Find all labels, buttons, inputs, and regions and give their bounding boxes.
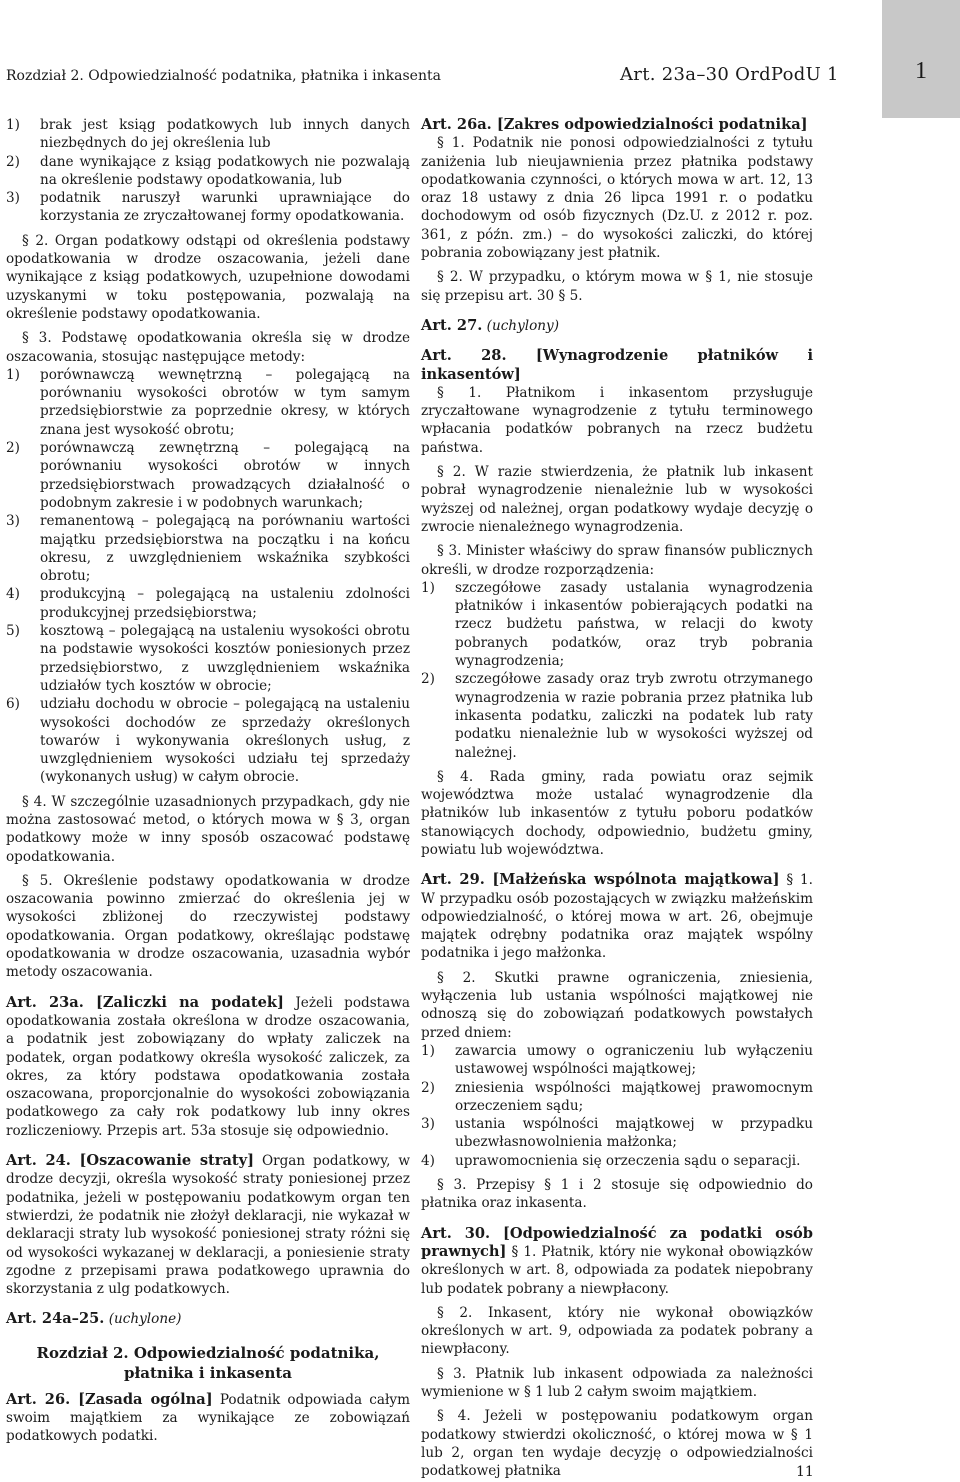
list-item: 3) remanentową – polegającą na porównaniu wartości majątku przedsiębiorstwa na początku i na końcu okresu, z uwzględnieniem wskaźnika szybkości obrotu;: [6, 513, 410, 585]
paragraph: § 2. Inkasent, który nie wykonał obowiązków określonych w art. 9, odpowiada za podatek pobrany a niewpłacony.: [421, 1304, 813, 1358]
paragraph: § 2. Organ podatkowy odstąpi od określenia podstawy opodatkowania w drodze oszacowania, jeżeli dane wynikające z ksiąg podatkowych, uzupełnione dowodami uzyskanymi w toku postępowania, pozwalają na określenie podstawy opodatkowania.: [6, 232, 410, 322]
article-24: [6, 1152, 410, 1298]
article-title: Art. 26a. [Zakres odpowiedzialności podatnika]: [421, 116, 808, 133]
article-text: (uchylony): [486, 317, 560, 334]
article-text: Jeżeli podstawa opodatkowania została określona w drodze oszacowania, a podatnik jest zobowiązany do wpłaty zaliczek na podatek, organ podatkowy określa wysokość zaliczek, za okres, za który podstawa opodatkowania została oszacowana, proporcjonalnie do wysokości zobowiązania podatkowego za cały rok podatkowy lub inny okres rozliczeniowy. Przepis art. 53a stosuje się odpowiednio.: [6, 994, 410, 1139]
paragraph: § 5. Określenie podstawy opodatkowania w drodze oszacowania powinno zmierzać do określenia jej w wysokości zbliżonej do rzeczywistej podstawy opodatkowania. Organ podatkowy, określając podstawę opodatkowania w drodze oszacowania, uzasadnia wybór metody oszacowania.: [6, 872, 410, 981]
running-header-chapter: Rozdział 2. Odpowiedzialność podatnika, płatnika i inkasenta: [6, 68, 441, 84]
list-item: 1) porównawczą wewnętrzną – polegającą na porównaniu wysokości obrotów w tym samym przedsiębiorstwie za poprzednie okresy, w których znana jest wysokość obrotu;: [6, 366, 410, 438]
chapter-heading: Rozdział 2. Odpowiedzialność podatnika, płatnika i inkasenta: [36, 1343, 380, 1382]
article-28-heading: [421, 347, 813, 384]
article-title: Art. 27.: [421, 316, 483, 334]
article-text: § 1. Płatnik, który nie wykonał obowiązków określonych w art. 8, odpowiada za podatek niepobrany lub podatek pobrany a niewpłacony.: [421, 1243, 813, 1297]
running-header-articles: Art. 23a–30 OrdPodU 1: [620, 64, 839, 85]
article-26a-heading: [421, 116, 813, 134]
paragraph: § 2. W przypadku, o którym mowa w § 1, nie stosuje się przepisu art. 30 § 5.: [421, 269, 813, 304]
paragraph: § 2. W razie stwierdzenia, że płatnik lub inkasent pobrał wynagrodzenie nienależnie lub w wysokości wyższej od należnej, organ podatkowy wydaje decyzję o zwrocie nienależnego wynagrodzenia.: [421, 464, 813, 535]
paragraph: § 3. Płatnik lub inkasent odpowiada za należności wymienione w § 1 lub 2 całym swoim majątkiem.: [421, 1365, 813, 1400]
list-item: 1) brak jest ksiąg podatkowych lub innych danych niezbędnych do jej określenia lub: [6, 117, 410, 152]
article-26: [6, 1391, 410, 1446]
paragraph: § 3. Minister właściwy do spraw finansów publicznych określi, w drodze rozporządzenia:: [421, 543, 813, 578]
list-item: 2) dane wynikające z ksiąg podatkowych nie pozwalają na określenie podstawy opodatkowania, lub: [6, 153, 410, 188]
paragraph: § 4. W szczególnie uzasadnionych przypadkach, gdy nie można zastosować metod, o których mowa w § 3, organ podatkowy może w inny sposób oszacować podstawę opodatkowania.: [6, 793, 410, 865]
paragraph: § 1. Płatnikom i inkasentom przysługuje zryczałtowane wynagrodzenie z tytułu terminowego wpłacania podatków pobranych na rzecz budżetu państwa.: [421, 384, 813, 456]
page-number: 11: [796, 1464, 814, 1480]
article-30: [421, 1225, 813, 1298]
list-item: 2) porównawczą zewnętrzną – polegającą na porównaniu wysokości obrotów w innych przedsiębiorstwach prowadzących działalność o podobnym zakresie i w podobnych warunkach;: [6, 440, 410, 511]
article-title: Art. 29. [Małżeńska wspólnota majątkowa]: [421, 871, 780, 889]
list-item: 3) ustania wspólności majątkowej w przypadku ubezwłasnowolnienia małżonka;: [421, 1116, 813, 1151]
left-column: [6, 116, 410, 1446]
article-title: Art. 24. [Oszacowanie straty]: [6, 1152, 255, 1170]
article-23a: [6, 994, 410, 1140]
article-title: Art. 23a. [Zaliczki na podatek]: [6, 993, 284, 1011]
list-item: 2) szczegółowe zasady oraz tryb zwrotu otrzymanego wynagrodzenia w razie pobrania przez płatnika lub inkasenta podatku, zaliczki na podatek lub raty podatku nienależnie lub w wysokości wyższej od należnej.: [421, 671, 813, 761]
list-item: 1) zawarcia umowy o ograniczeniu lub wyłączeniu ustawowej wspólności majątkowej;: [421, 1042, 813, 1078]
article-title: Art. 28. [Wynagrodzenie płatników i inkasentów]: [421, 347, 813, 383]
list-item: 1) szczegółowe zasady ustalania wynagrodzenia płatników i inkasentów pobierających podatki na rzecz budżetu państwa, w relacji do kwoty pobranych podatków, oraz tryb pobrania wynagrodzenia;: [421, 579, 813, 670]
article-title: Art. 30. [Odpowiedzialność za podatki osób prawnych]: [421, 1224, 813, 1260]
article-24a-25: [6, 1310, 410, 1328]
chapter-tab: [882, 0, 960, 118]
list-item: 4) produkcyjną – polegającą na ustaleniu zdolności produkcyjnej przedsiębiorstwa;: [6, 586, 410, 621]
paragraph: § 4. Jeżeli w postępowaniu podatkowym organ podatkowy stwierdzi okoliczność, o której mowa w § 1 lub 2, organ ten wydaje decyzję o odpowiedzialności podatkowej płatnika: [421, 1408, 813, 1480]
article-title: Art. 24a–25.: [6, 1310, 105, 1328]
right-column: [421, 116, 813, 1480]
article-text: § 1. W przypadku osób pozostających w związku małżeńskim odpowiedzialność, o której mowa w art. 26, obejmuje majątek odrębny podatnika oraz majątek wspólny podatnika i jego małżonka.: [421, 872, 813, 962]
article-title: Art. 26. [Zasada ogólna]: [6, 1390, 213, 1408]
chapter-tab-number: 1: [915, 58, 927, 84]
article-text: Organ podatkowy, w drodze decyzji, określa wysokość straty poniesionej przez podatnika, jeżeli w postępowaniu podatkowym organ ten stwierdzi, że podatnik nie złożył deklaracji, nie wykazał w deklaracji straty lub wysokość poniesionej straty różni się od wysokości wykazanej w deklaracji, a poniesienie straty zgodne z przepisami prawa podatkowego uprawnia do skorzystania z ulg podatkowych.: [6, 1153, 410, 1298]
article-text: Podatnik odpowiada całym swoim majątkiem za wynikające ze zobowiązań podatkowych podatki.: [6, 1391, 410, 1445]
list-item: 4) uprawomocnienia się orzeczenia sądu o separacji.: [421, 1152, 801, 1169]
paragraph: § 3. Podstawę opodatkowania określa się w drodze oszacowania, stosując następujące metody:: [6, 330, 410, 365]
article-27: [421, 317, 813, 335]
paragraph: § 1. Podatnik nie ponosi odpowiedzialności z tytułu zaniżenia lub nieujawnienia przez płatnika podstawy opodatkowania czynności, o których mowa w art. 12, 13 oraz 18 ustawy z dnia 26 lipca 1991 r. o podatku dochodowym od osób fizycznych (Dz.U. z 2012 r. poz. 361, z późn. zm.) – do wysokości zaliczki, do której pobrania zobowiązany jest płatnik.: [421, 135, 813, 262]
list-item: 2) zniesienia wspólności majątkowej prawomocnym orzeczeniem sądu;: [421, 1079, 813, 1114]
list-item: 5) kosztową – polegającą na ustaleniu wysokości obrotu na podstawie wysokości kosztów poniesionych przez przedsiębiorstwo, z uwzględnieniem wskaźnika udziałów tych kosztów w obrocie;: [6, 623, 410, 694]
article-text: (uchylone): [108, 1311, 182, 1328]
list-item: 6) udziału dochodu w obrocie – polegającą na ustaleniu wysokości dochodów ze sprzedaży określonych towarów i wykonywania określonych usług, z uwzględnieniem wysokości udziału tej sprzedaży (wykonanych usług) w całym obrocie.: [6, 696, 410, 786]
paragraph: § 4. Rada gminy, rada powiatu oraz sejmik województwa może ustalać wynagrodzenie dla płatników lub inkasentów z tytułu poboru podatków stanowiących dochody, odpowiednio, budżetu gminy, powiatu lub województwa.: [421, 768, 813, 858]
paragraph: § 3. Przepisy § 1 i 2 stosuje się odpowiednio do płatnika oraz inkasenta.: [421, 1177, 813, 1212]
paragraph: § 2. Skutki prawne ograniczenia, zniesienia, wyłączenia lub ustania wspólności majątkowej nie odnoszą się do zobowiązań podatkowych powstałych przed dniem:: [421, 969, 813, 1041]
list-item: 3) podatnik naruszył warunki uprawniające do korzystania ze zryczałtowanej formy opodatkowania.: [6, 190, 410, 225]
article-29: [421, 871, 813, 962]
